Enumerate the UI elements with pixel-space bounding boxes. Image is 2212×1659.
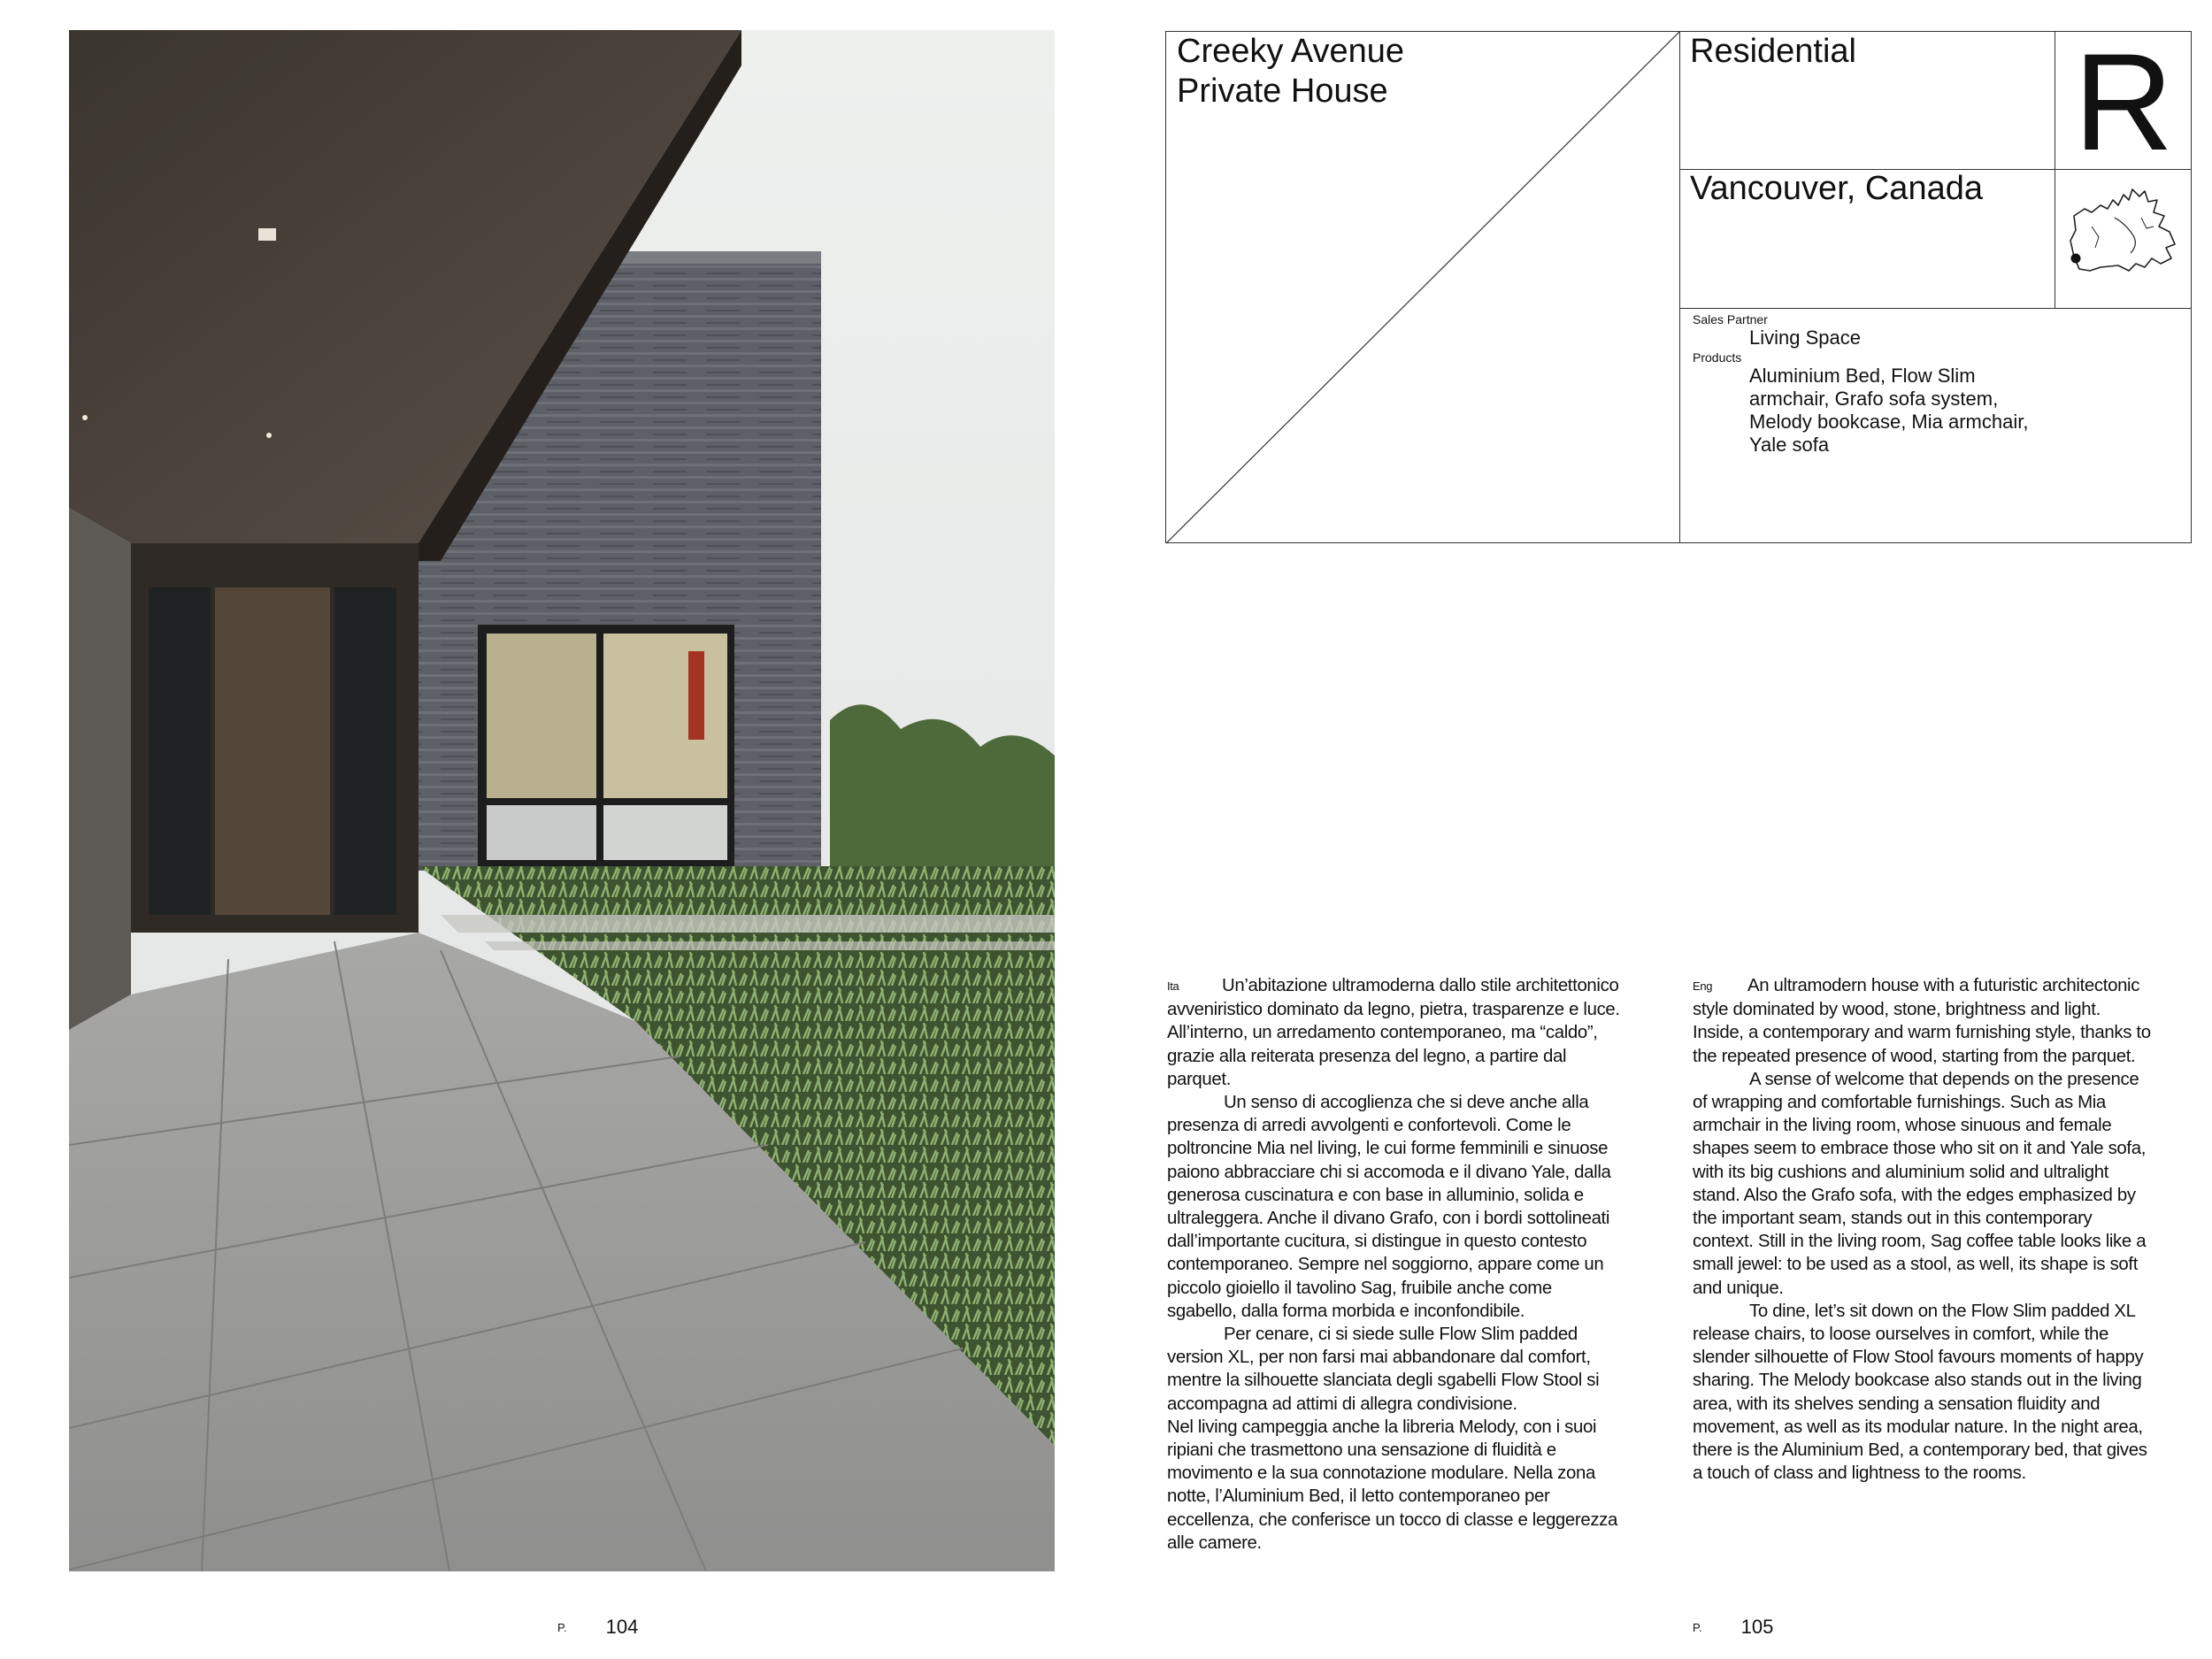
canada-map-icon — [2065, 182, 2184, 287]
paragraph: Nel living campeggia anche la libreria Melody, con i suoi ripiani che trasmettono una sensazione di fluidità e movimento e la sua connotazione modulare. Nella zona notte, l’Aluminium Bed, il letto contemporaneo per eccellenza, che conferisce un tocco di classe e leggerezza alle camere. — [1167, 1417, 1618, 1553]
english-text-column — [1693, 974, 2151, 1485]
language-tag: Ita — [1167, 979, 1179, 993]
project-title — [1177, 32, 1404, 111]
paragraph: A sense of welcome that depends on the presence of wrapping and comfortable furnishings. Such as Mia armchair in the living room, whose sinuous and female shapes seem to embrace those who sit on it and Yale sofa, with its big cushions and aluminium solid and ultralight stand. Also the Grafo sofa, with the edges emphasized by the important seam, stands out in this contemporary context. Still in the living room, Sag coffee table looks like a small jewel: to be used as a stool, as well, its shape is soft and unique. — [1693, 1069, 2147, 1298]
paragraph: Un senso di accoglienza che si deve anche alla presenza di arredi avvolgenti e confortevoli. Come le poltroncine Mia nel living, le cui forme femminili e sinuose paiono abbracciare chi si accomoda e il divano Yale, dalla generosa cuscinatura e con base in alluminio, solida e ultraleggera. Anche il divano Grafo, con i bordi sottolineati dall’importante cucitura, si distingue in questo contesto contemporaneo. Sempre nel soggiorno, appare come un piccolo gioiello il tavolino Sag, fruibile anche come sgabello, dalla forma morbida e inconfondibile. — [1167, 1093, 1611, 1321]
page-number: 104 — [605, 1616, 639, 1638]
title-line: Creeky Avenue — [1177, 33, 1405, 70]
category-label: Residential — [1690, 33, 1856, 70]
products-line: Aluminium Bed, Flow Slim — [1749, 365, 1976, 387]
paragraph: To dine, let’s sit down on the Flow Slim padded XL release chairs, to loose ourselves in comfort, while the slender silhouette of Flow Stool favours moments of happy sharing. The Melody bookcase also stands out in the living area, with its shelves sending a sensation fluidity and movement, as well as its modular nature. In the night area, there is the Aluminium Bed, a contemporary bed, that gives a touch of class and lightness to the rooms. — [1693, 1301, 2147, 1484]
location-marker — [2071, 254, 2081, 264]
folio-left — [557, 1616, 638, 1639]
products-line: Melody bookcase, Mia armchair, — [1749, 411, 2029, 433]
paragraph: An ultramodern house with a futuristic architectonic style dominated by wood, stone, brightness and light. Inside, a contemporary and warm furnishing style, thanks to the repeated presence of wood, starting from the parquet. — [1693, 976, 2151, 1066]
category-letter: R — [2073, 26, 2174, 180]
products-line: armchair, Grafo sofa system, — [1749, 388, 1999, 410]
paragraph: Per cenare, ci si siede sulle Flow Slim padded version XL, per non farsi mai abbandonare dal comfort, mentre la silhouette slanciata degli sgabelli Flow Stool si accompagna ad attimi di allegra condivisione. — [1167, 1325, 1600, 1414]
location-label: Vancouver, Canada — [1690, 170, 1983, 207]
divider — [1679, 308, 2192, 309]
title-line: Private House — [1177, 73, 1388, 110]
folio-prefix: P. — [557, 1621, 567, 1634]
page-number: 105 — [1740, 1616, 1774, 1638]
folio-prefix: P. — [1693, 1621, 1702, 1634]
house-photo — [69, 30, 1055, 1571]
project-meta — [1693, 312, 2170, 457]
language-tag: Eng — [1693, 979, 1713, 993]
paragraph: Un’abitazione ultramoderna dallo stile architettonico avveniristico dominato da legno, pietra, trasparenze e luce. All’interno, un arredamento contemporaneo, ma “caldo”, grazie alla reiterata presenza del legno, a partire dal parquet. — [1167, 976, 1620, 1089]
sales-partner-value: Living Space — [1749, 326, 1861, 349]
sales-partner-label: Sales Partner — [1693, 312, 1768, 326]
folio-right — [1693, 1616, 1773, 1639]
italian-text-column — [1167, 974, 1625, 1555]
divider — [1679, 32, 1680, 542]
products-line: Yale sofa — [1749, 434, 1830, 456]
project-info-box — [1165, 26, 2192, 543]
products-label: Products — [1693, 350, 1742, 365]
